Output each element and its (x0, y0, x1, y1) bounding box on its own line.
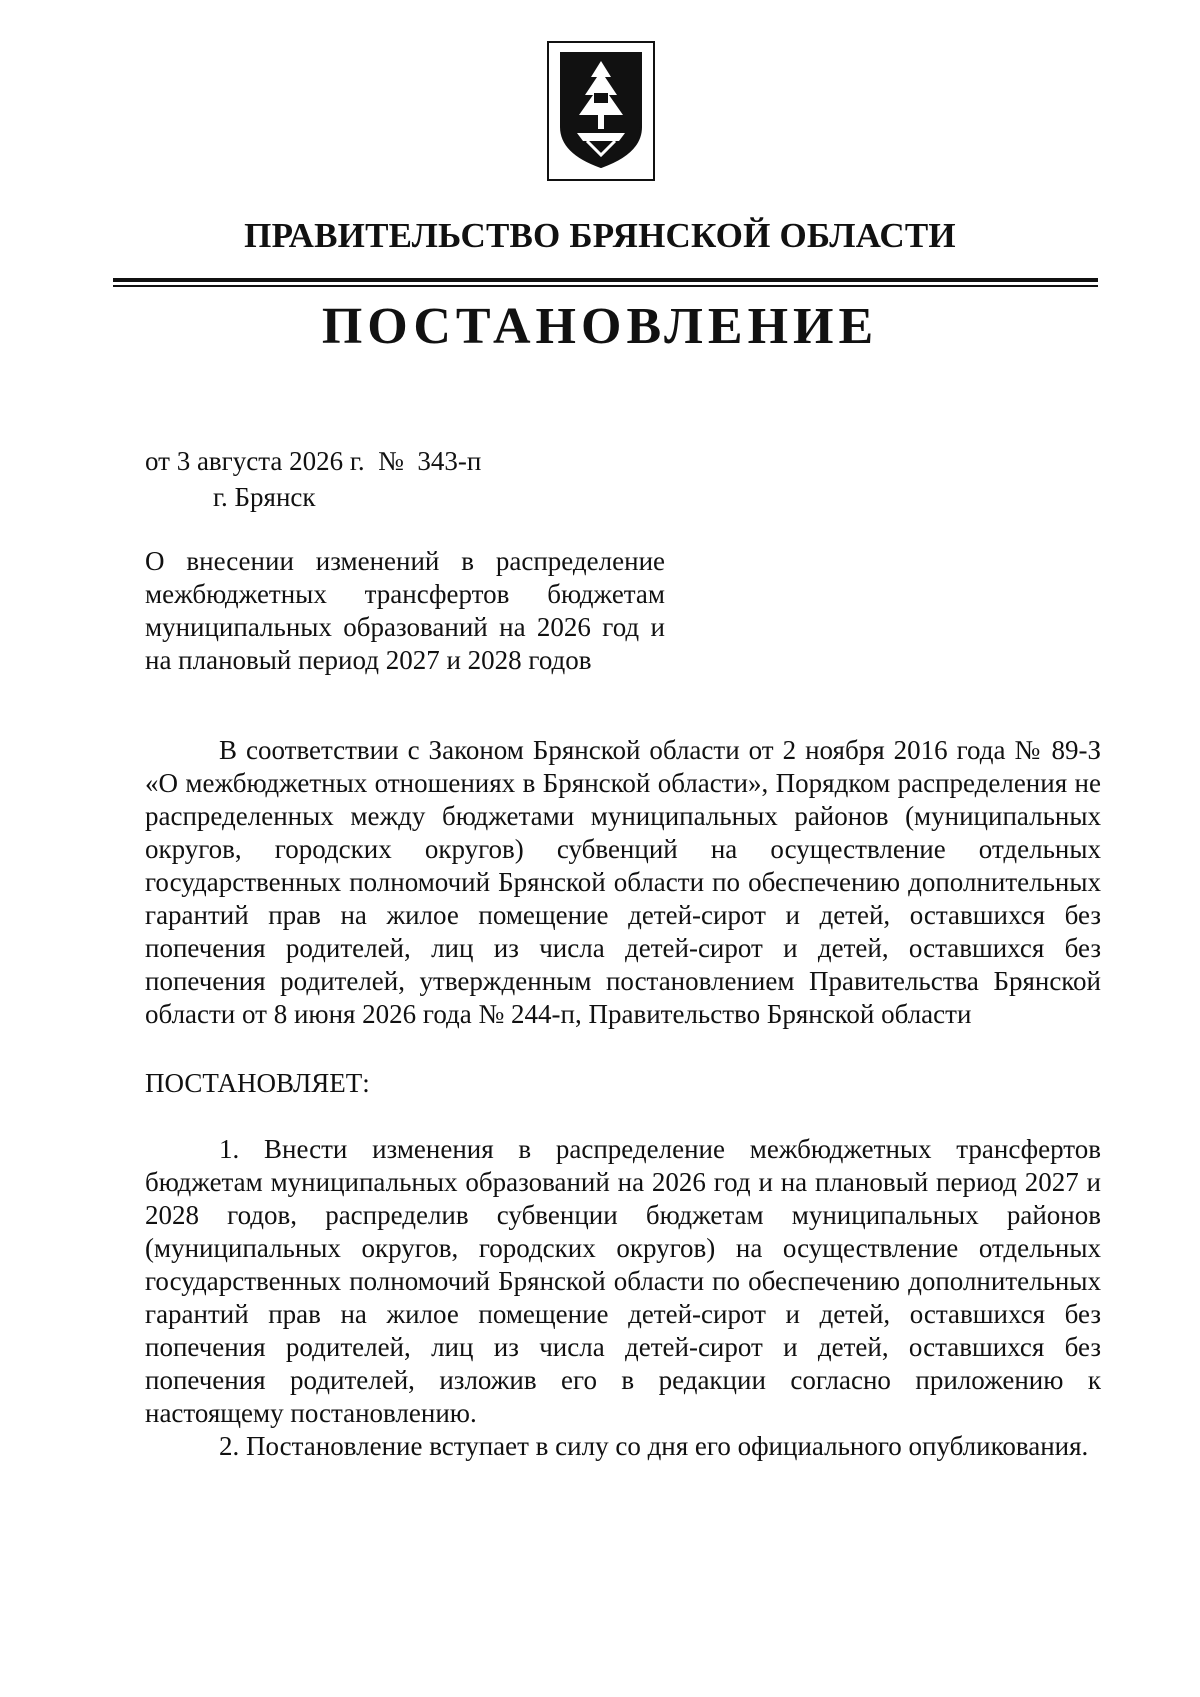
coat-of-arms-icon (547, 41, 655, 181)
document-subject: О внесении изменений в распределение межбюджетных трансфертов бюджетам муниципальных образований на 2026 год и на плановый период 2027 и 2028 годов (145, 546, 665, 675)
document-date-number: от 3 августа 2026 г. № 343-п (145, 446, 482, 476)
header-divider-thin (113, 285, 1098, 287)
document-body-preamble (145, 734, 1101, 1031)
decree-item: 2. Постановление вступает в силу со дня его официального опубликования. (219, 1431, 1089, 1461)
document-body-items (145, 1133, 1101, 1463)
government-title: ПРАВИТЕЛЬСТВО БРЯНСКОЙ ОБЛАСТИ (244, 216, 956, 255)
header-divider-thick (113, 278, 1098, 282)
document-type-title: ПОСТАНОВЛЕНИЕ (321, 298, 879, 355)
document-city: г. Брянск (213, 482, 316, 512)
preamble-paragraph: В соответствии с Законом Брянской области от 2 ноября 2016 года № 89-З «О межбюджетных отношениях в Брянской области», Порядком распределения не распределенных между бюджетами муниципальных районов (муниципальных округов, городских округов) субвенций на осуществление отдельных государственных полномочий Брянской области по обеспечению дополнительных гарантий прав на жилое помещение детей-сирот и детей, оставшихся без попечения родителей, лиц из числа детей-сирот и детей, оставшихся без попечения родителей, утвержденным постановлением Правительства Брянской области от 8 июня 2026 года № 244-п, Правительство Брянской области (145, 735, 1101, 1029)
decree-item: 1. Внести изменения в распределение межбюджетных трансфертов бюджетам муниципальных образований на 2026 год и на плановый период 2027 и 2028 годов, распределив субвенции бюджетам муниципальных районов (муниципальных округов, городских округов) на осуществление отдельных государственных полномочий Брянской области по обеспечению дополнительных гарантий прав на жилое помещение детей-сирот и детей, оставшихся без попечения родителей, лиц из числа детей-сирот и детей, оставшихся без попечения родителей, изложив его в редакции согласно приложению к настоящему постановлению. (145, 1134, 1101, 1428)
decree-word: ПОСТАНОВЛЯЕТ: (145, 1068, 370, 1098)
